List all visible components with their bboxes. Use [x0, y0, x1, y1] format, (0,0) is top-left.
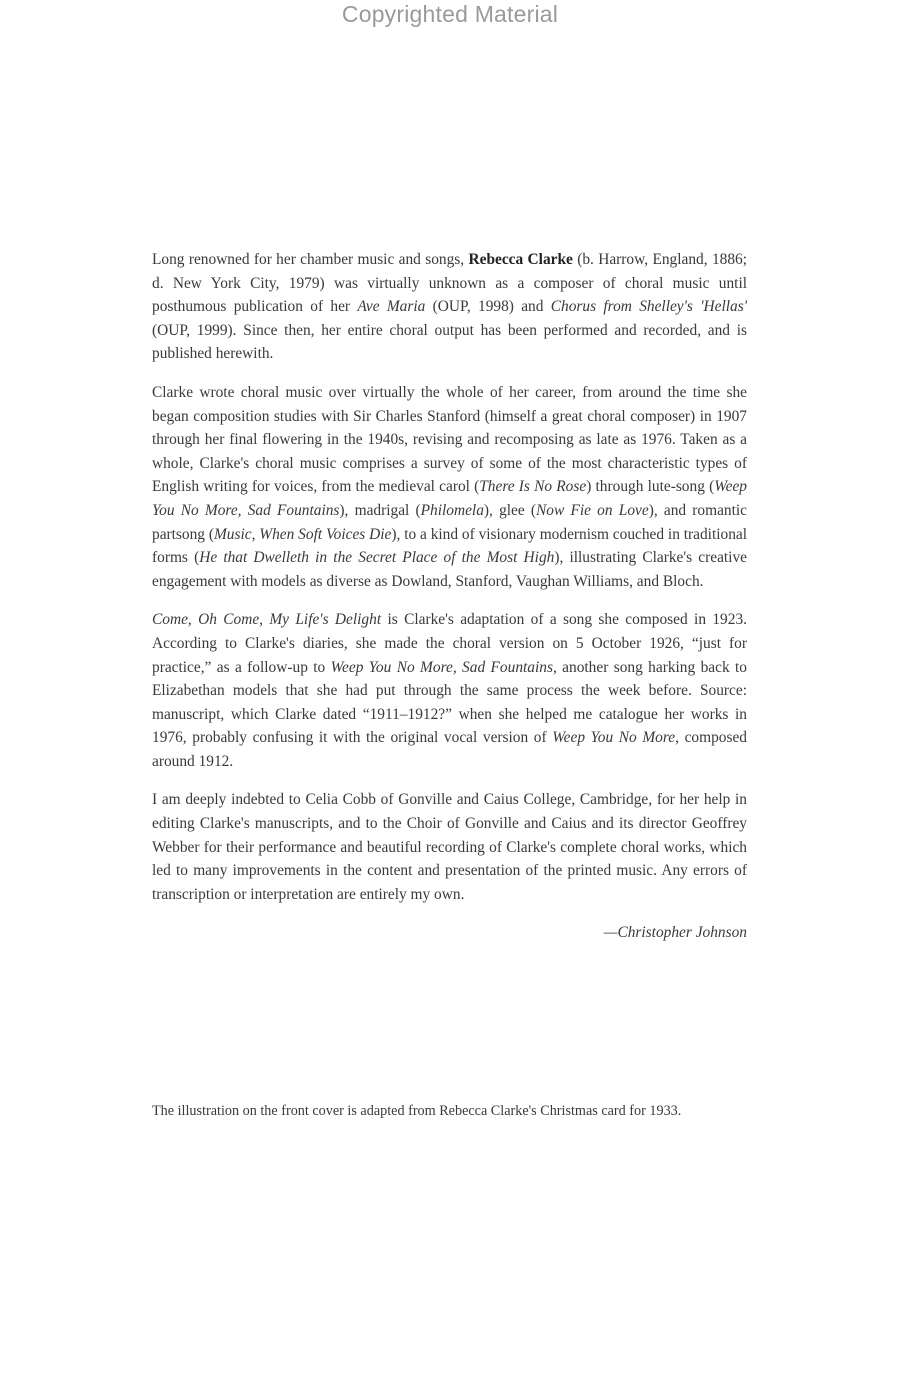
text-run: (OUP, 1998) and	[425, 298, 551, 316]
text-run: I am deeply indebted to Celia Cobb of Gonville and Caius College, Cambridge, for her help in editing Clarke's manuscripts, and to the Choir of Gonville and Caius and its director Geoffrey Webber for their performance and beautiful recording of Clarke's complete choral works, which led to many improvements in the content and presentation of the printed music. Any errors of transcription or interpretation are entirely my own.	[152, 791, 747, 903]
text-run: ), illustrating Clarke's creative engagement with models as diverse as Dowland, Stanford, Vaughan Williams, and Bloch.	[152, 549, 747, 590]
paragraph-acknowledgements	[152, 788, 747, 906]
paragraph-introduction	[152, 248, 747, 366]
italic-title-text: Ave Maria	[357, 298, 426, 316]
paragraph-work-note	[152, 608, 747, 773]
italic-title-text: Now Fie on Love	[536, 501, 649, 519]
preface-text	[152, 248, 747, 945]
paragraph-choral-survey	[152, 381, 747, 593]
copyright-watermark: Copyrighted Material	[341, 1, 559, 27]
text-run: is Clarke's adaptation of a song she composed in 1923. According to Clarke's diaries, she made the choral version on 5 October 1926, “just for practice,” as a follow-up to	[152, 611, 747, 676]
text-run: Clarke wrote choral music over virtually the whole of her career, from around the time she began composition studies with Sir Charles Stanford (himself a great choral composer) in 1907 through her final flowering in the 1940s, revising and recomposing as late as 1976. Taken as a whole, Clarke's choral music comprises a survey of some of the most characteristic types of English writing for voices, from the medieval carol (	[152, 383, 747, 496]
italic-title-text: Come, Oh Come, My Life's Delight	[152, 611, 382, 629]
italic-title-text: Music, When Soft Voices Die	[213, 525, 392, 543]
italic-title-text: Weep You No More, Sad Fountains	[152, 478, 747, 519]
italic-title-text: Philomela	[420, 501, 484, 519]
cover-illustration-note: The illustration on the front cover is adapted from Rebecca Clarke's Christmas card for 1933.	[152, 1103, 682, 1119]
italic-title-text: Weep You No More	[552, 729, 676, 747]
italic-title-text: He that Dwelleth in the Secret Place of the Most High	[199, 549, 555, 567]
bold-name-text: Rebecca Clarke	[468, 251, 573, 268]
text-run: (OUP, 1999). Since then, her entire choral output has been performed and recorded, and is published herewith.	[152, 321, 747, 363]
text-run: , another song harking back to Elizabethan models that she had put through the same process the week before. Source: manuscript, which Clarke dated “1911–1912?” when she helped me catalogue her works in 1976, probably confusing it with the original vocal version of	[152, 658, 747, 747]
italic-title-text: There Is No Rose	[479, 478, 587, 496]
text-run: ) through lute-song (	[586, 478, 715, 496]
italic-title-text: Chorus from Shelley's 'Hellas'	[550, 298, 747, 316]
text-run: ), glee (	[483, 501, 537, 519]
text-run: , composed around 1912.	[152, 729, 747, 770]
author-signature: —Christopher Johnson	[603, 924, 747, 942]
text-run: (b. Harrow, England, 1886; d. New York City, 1979) was virtually unknown as a composer of choral music until posthumous publication of her	[152, 251, 747, 316]
text-run: ), and romantic partsong (	[152, 501, 747, 543]
italic-title-text: Weep You No More, Sad Fountains	[330, 658, 553, 676]
text-run: Long renowned for her chamber music and songs,	[152, 251, 469, 268]
text-run: ), madrigal (	[339, 501, 421, 519]
text-run: ), to a kind of visionary modernism couched in traditional forms (	[152, 525, 748, 567]
